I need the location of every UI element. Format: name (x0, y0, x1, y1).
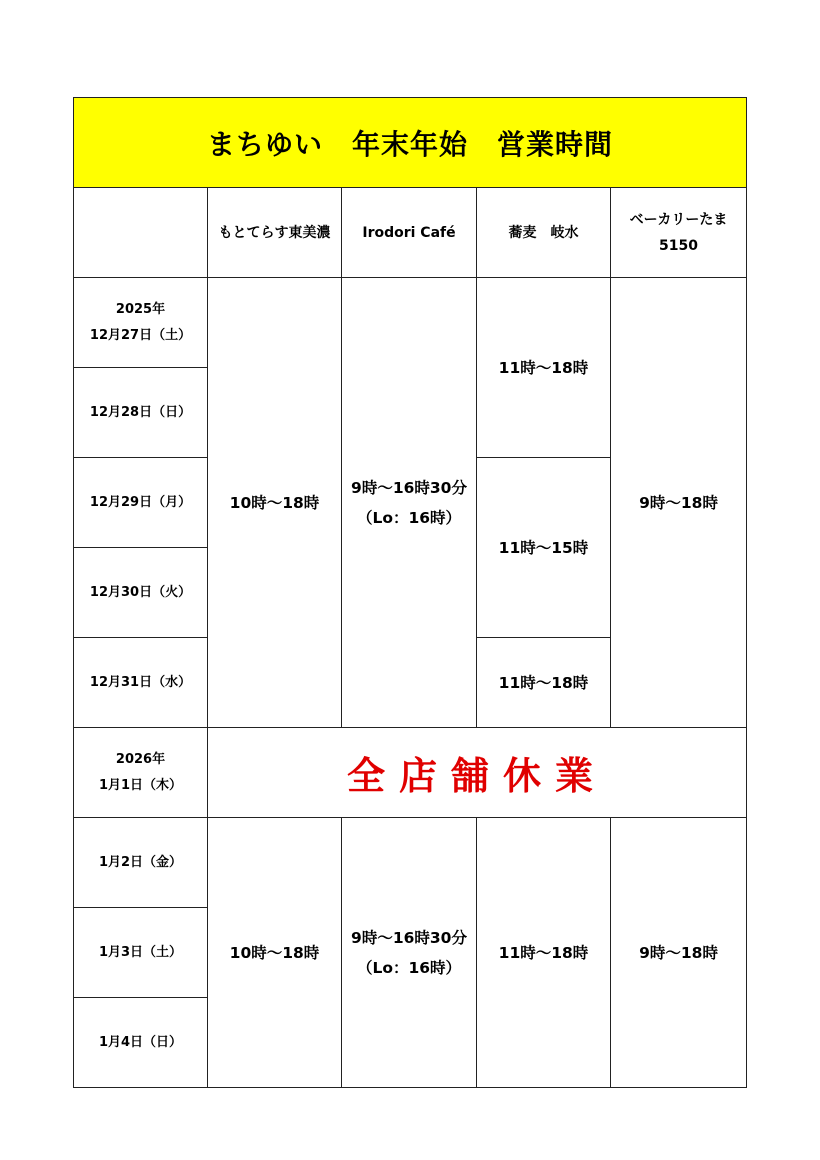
closed-notice: 全店舗休業 (208, 728, 747, 818)
schedule-table (73, 97, 747, 1088)
hours-soba-new-year: 11時〜18時 (477, 818, 611, 1088)
hours-mototerasu-new-year: 10時〜18時 (208, 818, 342, 1088)
store-header-bakery: ベーカリーたま 5150 (611, 188, 747, 278)
store-header-irodori: Irodori Café (342, 188, 477, 278)
date-cell: 2025年 12月27日（土） (74, 278, 208, 368)
date-cell: 12月28日（日） (74, 368, 208, 458)
header-row (74, 188, 747, 278)
table-row (74, 728, 747, 818)
hours-irodori-year-end: 9時〜16時30分 （Lo：16時） (342, 278, 477, 728)
hours-soba-dec31: 11時〜18時 (477, 638, 611, 728)
table-row (74, 278, 747, 368)
date-cell: 1月3日（土） (74, 908, 208, 998)
hours-mototerasu-year-end: 10時〜18時 (208, 278, 342, 728)
date-cell: 1月4日（日） (74, 998, 208, 1088)
hours-bakery-year-end: 9時〜18時 (611, 278, 747, 728)
date-cell: 12月31日（水） (74, 638, 208, 728)
date-cell: 1月2日（金） (74, 818, 208, 908)
hours-soba-dec29-30: 11時〜15時 (477, 458, 611, 638)
store-header-soba: 蕎麦 岐水 (477, 188, 611, 278)
date-cell: 12月30日（火） (74, 548, 208, 638)
table-row (74, 818, 747, 908)
hours-irodori-new-year: 9時〜16時30分 （Lo：16時） (342, 818, 477, 1088)
page-title: まちゆい 年末年始 営業時間 (74, 98, 747, 188)
hours-bakery-new-year: 9時〜18時 (611, 818, 747, 1088)
date-cell: 2026年 1月1日（木） (74, 728, 208, 818)
hours-soba-dec27-28: 11時〜18時 (477, 278, 611, 458)
store-header-mototerasu: もとてらす東美濃 (208, 188, 342, 278)
header-blank (74, 188, 208, 278)
date-cell: 12月29日（月） (74, 458, 208, 548)
